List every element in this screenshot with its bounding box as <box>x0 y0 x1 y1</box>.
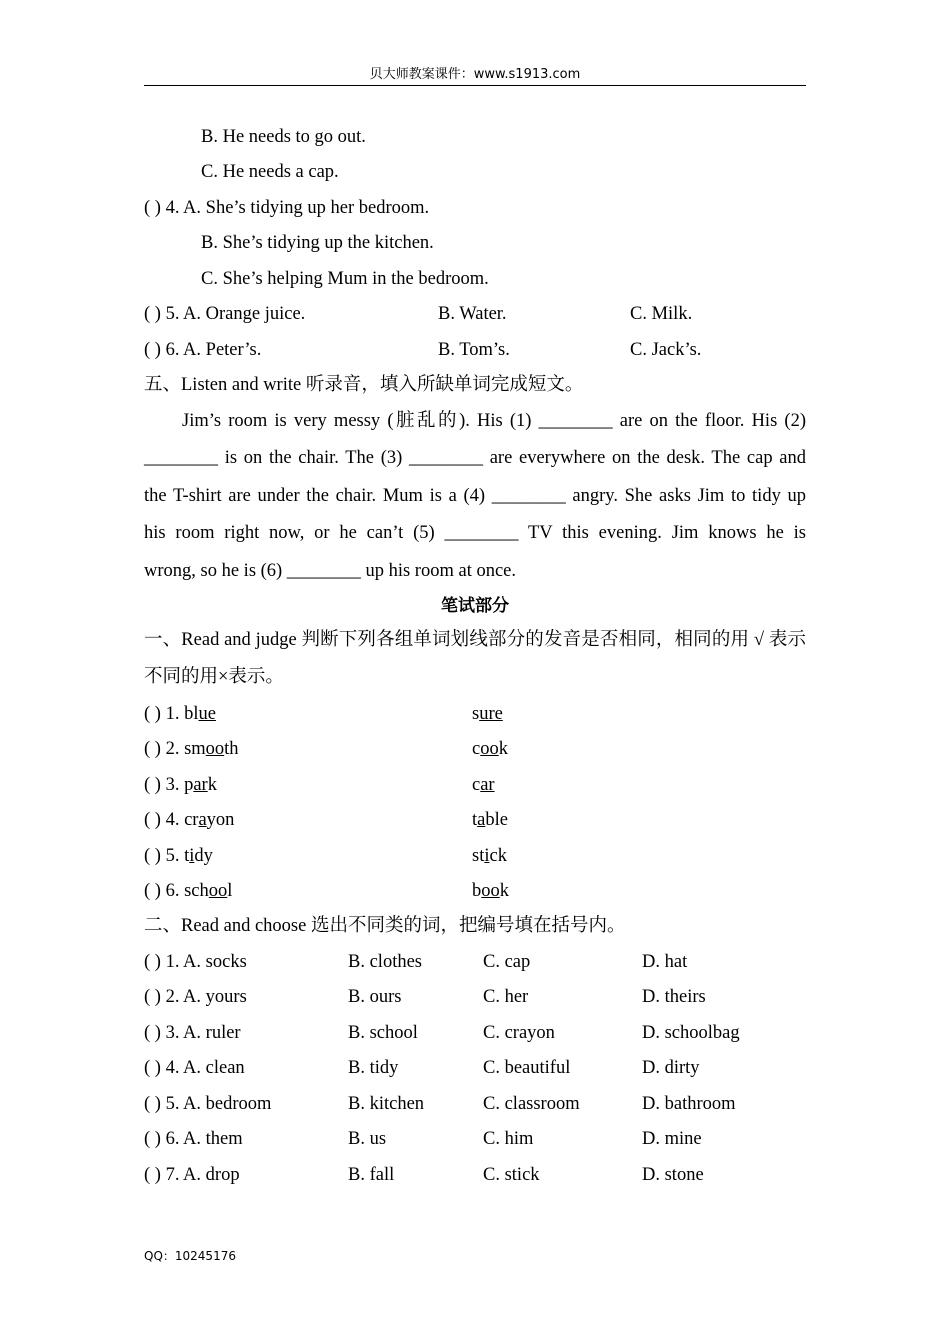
q5-option-b: B. Water. <box>438 304 507 324</box>
part2-item-6-a: ( ) 6. A. them <box>144 1129 243 1149</box>
part1-item-2-word2: cook <box>472 739 508 759</box>
part1-item-2-word1: ( ) 2. smooth <box>144 739 239 759</box>
page-header: 贝大师教案课件：www.s1913.com <box>369 67 581 82</box>
part2-title: 二、Read and choose 选出不同类的词，把编号填在括号内。 <box>144 916 626 936</box>
part2-item-3-a: ( ) 3. A. ruler <box>144 1023 241 1043</box>
section5-line-5: wrong, so he is (6) ________ up his room at once. <box>144 561 517 581</box>
part2-item-6-c: C. him <box>483 1129 534 1149</box>
part2-item-4-a: ( ) 4. A. clean <box>144 1058 245 1078</box>
part2-item-5-b: B. kitchen <box>348 1094 425 1114</box>
part2-item-7-d: D. stone <box>642 1165 704 1185</box>
section5-line-3: the T-shirt are under the chair. Mum is a (4) ________ angry. She asks Jim to tidy up <box>144 486 806 506</box>
part2-item-4-d: D. dirty <box>642 1058 700 1078</box>
q5-option-c: C. Milk. <box>630 304 693 324</box>
part1-title-line1: 一、Read and judge 判断下列各组单词划线部分的发音是否相同，相同的用 √ 表示 <box>144 630 806 650</box>
part1-item-4-word2: table <box>472 810 508 830</box>
part2-item-1-c: C. cap <box>483 952 531 972</box>
part2-item-7-a: ( ) 7. A. drop <box>144 1165 240 1185</box>
q5-option-a: ( ) 5. A. Orange juice. <box>144 304 306 324</box>
part2-item-2-d: D. theirs <box>642 987 706 1007</box>
part2-item-4-b: B. tidy <box>348 1058 399 1078</box>
q6-option-c: C. Jack’s. <box>630 340 702 360</box>
part1-item-1-word2: sure <box>472 704 503 724</box>
part2-item-2-b: B. ours <box>348 987 402 1007</box>
part2-item-1-d: D. hat <box>642 952 688 972</box>
page-footer: QQ：10245176 <box>144 1249 236 1263</box>
part2-item-5-a: ( ) 5. A. bedroom <box>144 1094 272 1114</box>
part1-item-5-word2: stick <box>472 846 507 866</box>
part2-item-7-c: C. stick <box>483 1165 540 1185</box>
part2-item-3-d: D. schoolbag <box>642 1023 740 1043</box>
part1-title-line2: 不同的用×表示。 <box>144 667 284 687</box>
q4-option-b: B. She’s tidying up the kitchen. <box>201 233 434 253</box>
part2-item-2-a: ( ) 2. A. yours <box>144 987 247 1007</box>
section5-line-1: Jim’s room is very messy (脏乱的). His (1) ________ are on the floor. His (2) <box>182 411 806 431</box>
part2-item-6-b: B. us <box>348 1129 387 1149</box>
part1-item-6-word1: ( ) 6. school <box>144 881 233 901</box>
written-part-title: 笔试部分 <box>441 596 509 616</box>
part2-item-4-c: C. beautiful <box>483 1058 571 1078</box>
q4-option-a: ( ) 4. A. She’s tidying up her bedroom. <box>144 198 430 218</box>
part1-item-5-word1: ( ) 5. tidy <box>144 846 213 866</box>
q6-option-b: B. Tom’s. <box>438 340 510 360</box>
q6-option-a: ( ) 6. A. Peter’s. <box>144 340 262 360</box>
part2-item-7-b: B. fall <box>348 1165 395 1185</box>
header-divider <box>144 85 806 86</box>
part1-item-4-word1: ( ) 4. crayon <box>144 810 235 830</box>
part2-item-5-c: C. classroom <box>483 1094 580 1114</box>
q3-option-b: B. He needs to go out. <box>201 127 366 147</box>
part1-item-6-word2: book <box>472 881 509 901</box>
part2-item-5-d: D. bathroom <box>642 1094 736 1114</box>
part1-item-3-word2: car <box>472 775 495 795</box>
q4-option-c: C. She’s helping Mum in the bedroom. <box>201 269 489 289</box>
part2-item-2-c: C. her <box>483 987 529 1007</box>
part2-item-6-d: D. mine <box>642 1129 702 1149</box>
part2-item-3-c: C. crayon <box>483 1023 555 1043</box>
part2-item-1-a: ( ) 1. A. socks <box>144 952 247 972</box>
part1-item-1-word1: ( ) 1. blue <box>144 704 216 724</box>
part1-item-3-word1: ( ) 3. park <box>144 775 217 795</box>
part2-item-3-b: B. school <box>348 1023 418 1043</box>
section5-line-4: his room right now, or he can’t (5) ________ TV this evening. Jim knows he is <box>144 523 806 543</box>
section5-line-2: ________ is on the chair. The (3) ________ are everywhere on the desk. The cap and <box>144 448 806 468</box>
part2-item-1-b: B. clothes <box>348 952 422 972</box>
section5-title: 五、Listen and write 听录音，填入所缺单词完成短文。 <box>144 375 584 395</box>
q3-option-c: C. He needs a cap. <box>201 162 339 182</box>
